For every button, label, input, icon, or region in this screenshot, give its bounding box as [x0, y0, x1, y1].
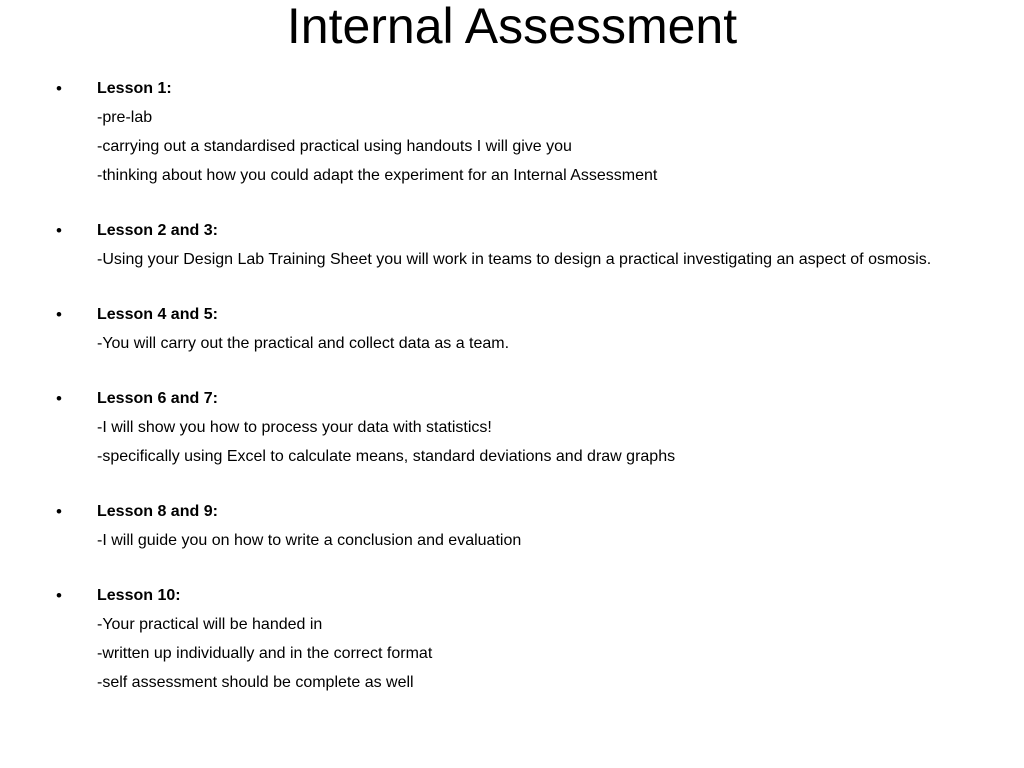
lesson-detail: -I will guide you on how to write a conclusion and evaluation [97, 532, 522, 549]
lesson-detail: -I will show you how to process your data with statistics! [97, 419, 492, 436]
lesson-detail: -self assessment should be complete as well [97, 674, 414, 691]
bullet-icon: • [56, 586, 62, 605]
lesson-detail: -specifically using Excel to calculate means, standard deviations and draw graphs [97, 448, 676, 465]
lesson-detail: -pre-lab [97, 109, 153, 126]
lesson-heading: Lesson 4 and 5: [97, 306, 218, 323]
lesson-detail: -written up individually and in the correct format [97, 645, 433, 662]
bullet-icon: • [56, 502, 62, 521]
lesson-detail: -Using your Design Lab Training Sheet you will work in teams to design a practical investigating an aspect of osmosis. [97, 251, 932, 268]
lesson-heading: Lesson 2 and 3: [97, 222, 218, 239]
lesson-detail: -Your practical will be handed in [97, 616, 323, 633]
lesson-item-10 [56, 584, 956, 700]
lesson-item-6-7 [56, 387, 956, 474]
lesson-item-4-5 [56, 303, 956, 361]
lesson-item-2-3 [56, 219, 956, 277]
lesson-list [56, 77, 956, 726]
lesson-heading: Lesson 8 and 9: [97, 503, 218, 520]
lesson-detail: -You will carry out the practical and collect data as a team. [97, 335, 510, 352]
lesson-item-8-9 [56, 500, 956, 558]
lesson-heading: Lesson 10: [97, 587, 181, 604]
lesson-detail: -carrying out a standardised practical using handouts I will give you [97, 138, 572, 155]
lesson-detail: -thinking about how you could adapt the experiment for an Internal Assessment [97, 167, 658, 184]
bullet-icon: • [56, 221, 62, 240]
bullet-icon: • [56, 305, 62, 324]
lesson-heading: Lesson 1: [97, 80, 172, 97]
lesson-heading: Lesson 6 and 7: [97, 390, 218, 407]
bullet-icon: • [56, 389, 62, 408]
slide-title: Internal Assessment [286, 0, 738, 54]
lesson-item-1 [56, 77, 956, 193]
bullet-icon: • [56, 79, 62, 98]
